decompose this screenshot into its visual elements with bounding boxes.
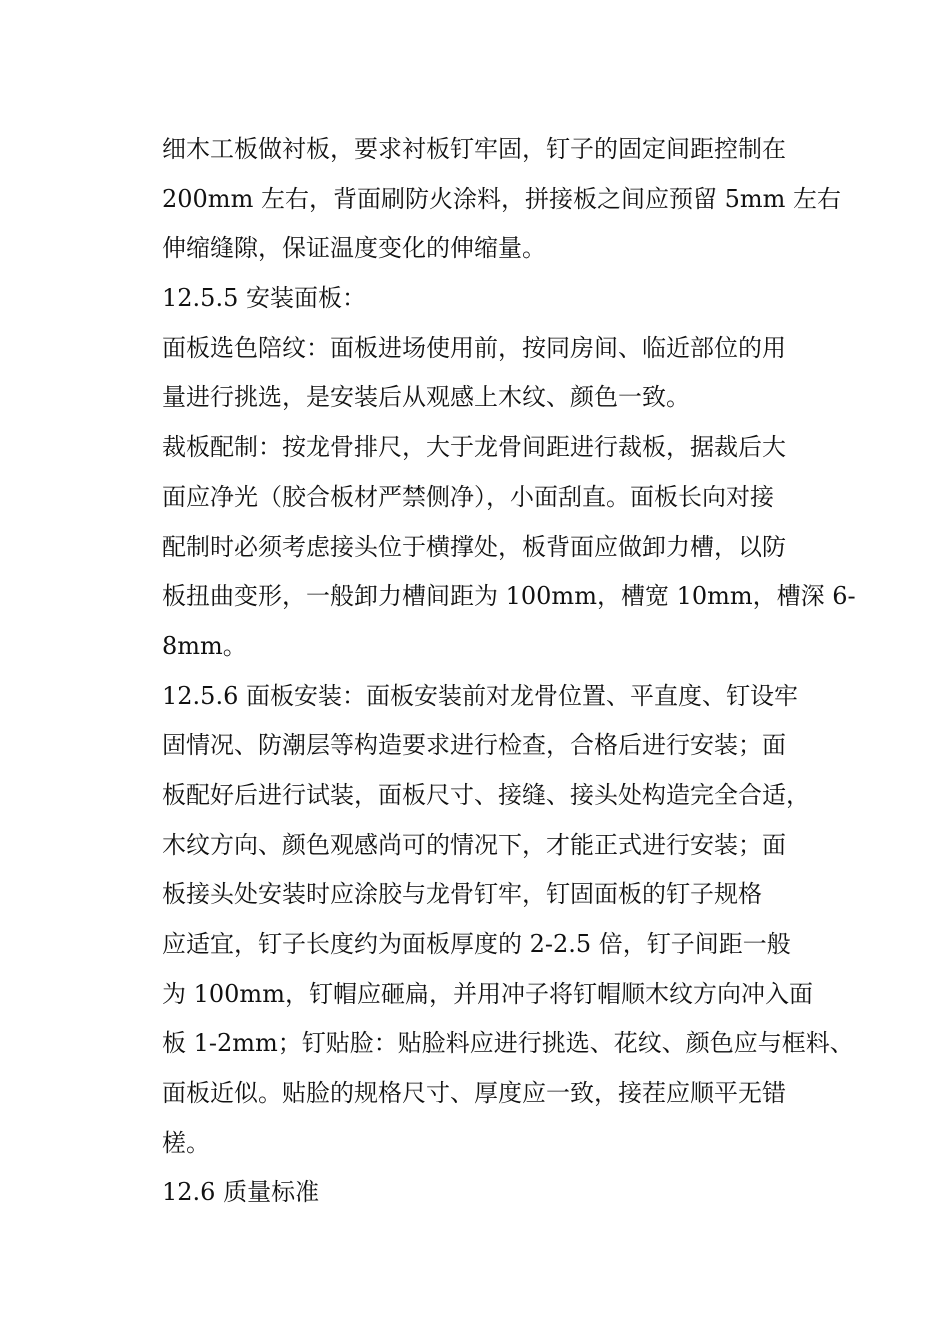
text-line: 固情况、防潮层等构造要求进行检查，合格后进行安装；面	[162, 731, 786, 759]
text-line: 板配好后进行试装，面板尺寸、接缝、接头处构造完全合适，	[162, 781, 810, 809]
text-line: 细木工板做衬板，要求衬板钉牢固，钉子的固定间距控制在	[162, 135, 786, 163]
text-line: 面应净光（胶合板材严禁侧净），小面刮直。面板长向对接	[162, 483, 774, 511]
section-heading-12-5-6: 12.5.6 面板安装：面板安装前对龙骨位置、平直度、钉设牢	[162, 682, 798, 710]
text-line: 8mm。	[162, 632, 247, 660]
text-line: 为 100mm，钉帽应砸扁，并用冲子将钉帽顺木纹方向冲入面	[162, 980, 813, 1008]
section-heading-12-6: 12.6 质量标准	[162, 1178, 320, 1206]
text-line: 槎。	[162, 1129, 210, 1157]
text-line: 木纹方向、颜色观感尚可的情况下，才能正式进行安装；面	[162, 831, 786, 859]
section-heading-12-5-5: 12.5.5 安装面板：	[162, 284, 366, 312]
text-line: 200mm 左右，背面刷防火涂料，拼接板之间应预留 5mm 左右	[162, 185, 841, 213]
text-line: 板扭曲变形，一般卸力槽间距为 100mm，槽宽 10mm，槽深 6-	[162, 582, 856, 610]
text-line: 应适宜，钉子长度约为面板厚度的 2-2.5 倍，钉子间距一般	[162, 930, 791, 958]
text-line: 板接头处安装时应涂胶与龙骨钉牢，钉固面板的钉子规格	[162, 880, 762, 908]
text-line: 伸缩缝隙，保证温度变化的伸缩量。	[162, 234, 546, 262]
text-line: 裁板配制：按龙骨排尺，大于龙骨间距进行裁板，据裁后大	[162, 433, 786, 461]
text-line: 板 1-2mm；钉贴脸：贴脸料应进行挑选、花纹、颜色应与框料、	[162, 1029, 854, 1057]
text-line: 量进行挑选，是安装后从观感上木纹、颜色一致。	[162, 383, 690, 411]
text-line: 配制时必须考虑接头位于横撑处，板背面应做卸力槽，以防	[162, 533, 786, 561]
text-line: 面板近似。贴脸的规格尺寸、厚度应一致，接茬应顺平无错	[162, 1079, 786, 1107]
text-line: 面板选色陪纹：面板进场使用前，按同房间、临近部位的用	[162, 334, 786, 362]
